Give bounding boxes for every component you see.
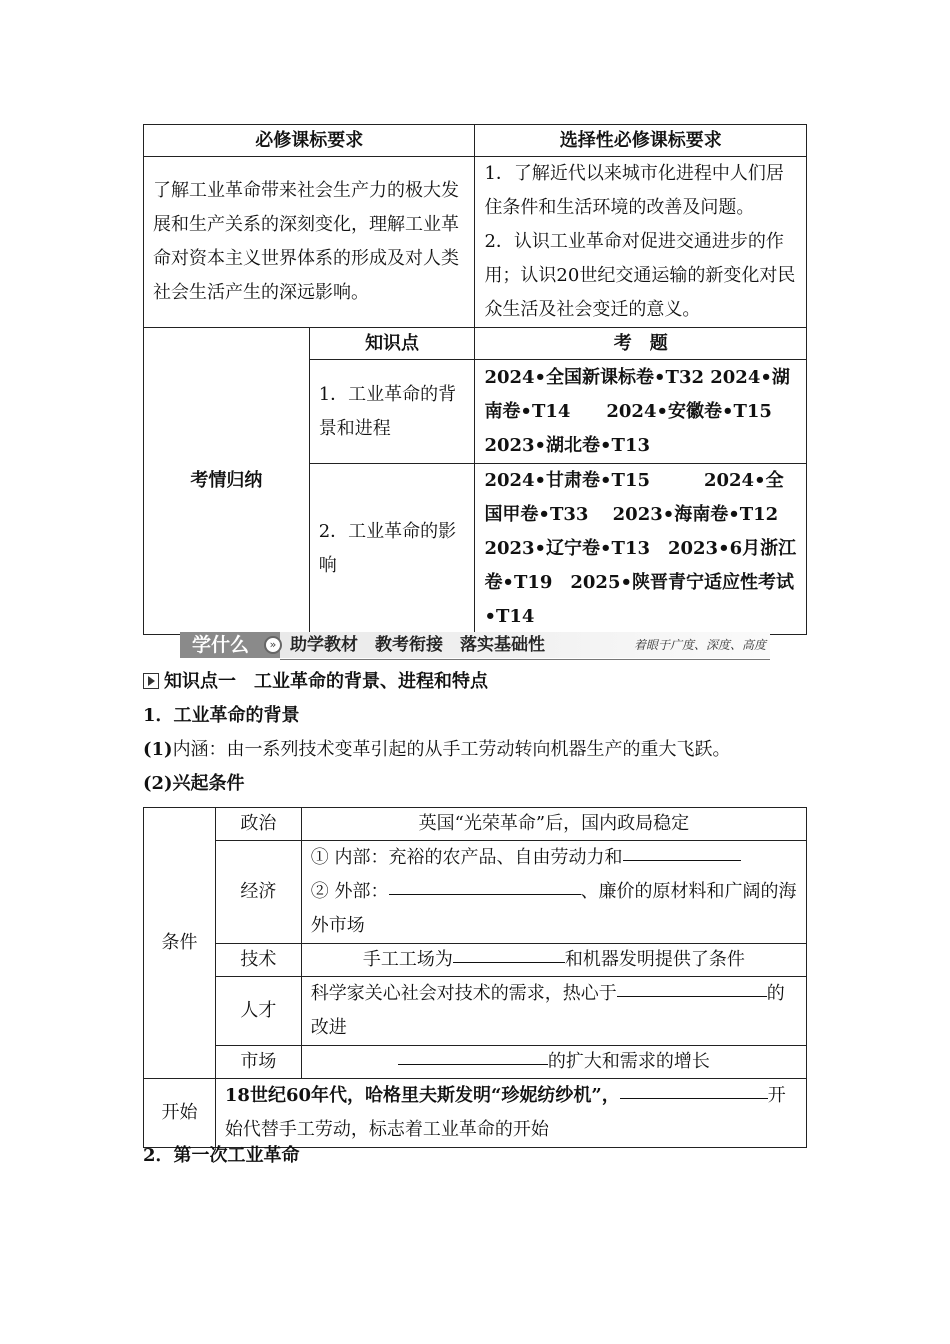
- sub-heading-1: 1．工业革命的背景: [143, 705, 300, 726]
- banner-tag: 学什么: [180, 632, 280, 658]
- start-text: [215, 1079, 806, 1148]
- market-suffix: 的扩大和需求的增长: [547, 1051, 710, 1072]
- knowledge-point-2: 2．工业革命的影响: [309, 464, 475, 635]
- talent-label: 人才: [215, 977, 301, 1046]
- header-elective: 选择性必修课标要求: [475, 125, 807, 157]
- politics-label: 政治: [215, 808, 301, 841]
- knowledge-heading: [143, 668, 488, 696]
- section-banner: [180, 630, 770, 660]
- knowledge-heading-text: 知识点一 工业革命的背景、进程和特点: [164, 671, 488, 692]
- fill-blank: [389, 893, 581, 895]
- col-knowledge: 知识点: [309, 328, 475, 360]
- economy-label: 经济: [215, 841, 301, 944]
- knowledge-point-1: 1．工业革命的背景和进程: [309, 360, 475, 464]
- curriculum-table: [143, 124, 807, 635]
- economy-outer-suffix: 、廉价的原材料和广阔的海外市场: [310, 881, 797, 936]
- economy-outer: [311, 875, 797, 943]
- elective-item-2: 2．认识工业革命对促进交通进步的作用；认识20世纪交通运输的新变化对民众生活及社会变迁的意义。: [484, 231, 796, 320]
- play-icon: [143, 673, 159, 689]
- exam-list-2: 2024•甘肃卷•T15 2024•全国甲卷•T33 2023•海南卷•T12 2023•辽宁卷•T13 2023•6月浙江卷•T19 2025•陕晋青宁适应性考试•T14: [475, 464, 807, 635]
- item-1: [143, 736, 731, 764]
- header-required: 必修课标要求: [144, 125, 475, 157]
- politics-text: 英国“光荣革命”后，国内政局稳定: [301, 808, 806, 841]
- fill-blank: [623, 859, 741, 861]
- banner-right-text: 着眼于广度、深度、高度: [633, 638, 766, 652]
- banner-middle-text: 助学教材 教考衔接 落实基础性: [290, 635, 545, 655]
- talent-text: [301, 977, 806, 1046]
- talent-prefix: 科学家关心社会对技术的需求，热心于: [310, 983, 617, 1004]
- tech-prefix: 手工工场为: [362, 949, 453, 970]
- item-1-label: (1): [143, 739, 173, 760]
- start-label: 开始: [144, 1079, 216, 1148]
- talent-suffix: 的改进: [310, 983, 785, 1038]
- banner-rule: [280, 659, 770, 660]
- chevron-right-icon: »: [264, 636, 282, 654]
- item-2: (2)兴起条件: [143, 773, 245, 794]
- fill-blank: [398, 1063, 548, 1065]
- fill-blank: [617, 995, 767, 997]
- elective-cell: [475, 157, 807, 328]
- tech-text: [301, 944, 806, 977]
- conditions-table: [143, 807, 807, 1148]
- fill-blank: [750, 1097, 768, 1099]
- tech-label: 技术: [215, 944, 301, 977]
- start-suffix: 开始代替手工劳动，标志着工业革命的开始: [224, 1085, 786, 1140]
- elective-item-1: 1．了解近代以来城市化进程中人们居住条件和生活环境的改善及问题。: [484, 163, 784, 218]
- conditions-label: 条件: [144, 808, 216, 1079]
- exam-list-1: 2024•全国新课标卷•T32 2024•湖南卷•T14 2024•安徽卷•T15 2023•湖北卷•T13: [475, 360, 807, 464]
- required-text: 了解工业革命带来社会生产力的极大发展和生产关系的深刻变化，理解工业革命对资本主义世界体系的形成及对人类社会生活产生的深远影响。: [144, 157, 475, 328]
- item-1-text: 内涵：由一系列技术变革引起的从手工劳动转向机器生产的重大飞跃。: [172, 739, 731, 760]
- market-text: [301, 1046, 806, 1079]
- market-label: 市场: [215, 1046, 301, 1079]
- exam-summary-label: 考情归纳: [144, 328, 310, 635]
- economy-outer-prefix: ② 外部：: [310, 881, 389, 902]
- tech-suffix: 和机器发明提供了条件: [564, 949, 745, 970]
- sub-heading-2: 2．第一次工业革命: [143, 1145, 300, 1166]
- economy-inner: [311, 841, 797, 875]
- economy-inner-text: ① 内部：充裕的农产品、自由劳动力和: [310, 847, 623, 868]
- start-prefix: 18世纪60年代，哈格里夫斯发明“珍妮纺纱机”，: [224, 1085, 620, 1106]
- fill-blank: [453, 961, 565, 963]
- fill-blank: [620, 1097, 750, 1099]
- economy-text: [301, 841, 806, 944]
- col-exam: 考 题: [475, 328, 807, 360]
